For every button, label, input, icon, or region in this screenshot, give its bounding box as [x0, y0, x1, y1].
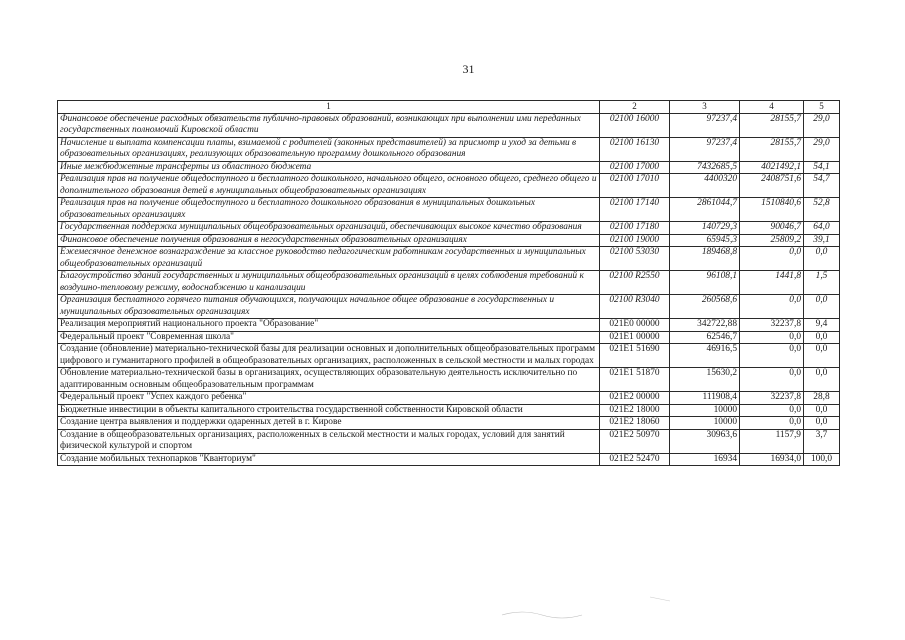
row-value-actual: 0,0 [740, 404, 804, 417]
header-col-3: 3 [670, 101, 740, 114]
table-row [58, 271, 840, 295]
scan-artifact-marks [500, 585, 720, 625]
header-col-1: 1 [58, 101, 600, 114]
row-code: 021E1 00000 [600, 331, 670, 344]
row-name: Создание в общеобразовательных организациях, расположенных в сельской местности и малых городах, условий для занятий физической культурой и спортом [58, 429, 600, 453]
row-percent: 100,0 [804, 453, 840, 466]
row-percent: 54,7 [804, 174, 840, 198]
row-name: Реализация мероприятий национального проекта "Образование" [58, 319, 600, 332]
row-name: Ежемесячное денежное вознаграждение за классное руководство педагогическим работникам государственных и муниципальных общеобразовательных организаций [58, 247, 600, 271]
row-code: 021E2 18000 [600, 404, 670, 417]
row-code: 021E0 00000 [600, 319, 670, 332]
row-value-plan: 15630,2 [670, 368, 740, 392]
row-name: Реализация прав на получение общедоступного и бесплатного дошкольного, начального общего, основного общего, среднего общего и дополнительного образования детей в муниципальных общеобразовательных организациях [58, 174, 600, 198]
table-row [58, 417, 840, 430]
row-code: 02100 17140 [600, 198, 670, 222]
table-row [58, 295, 840, 319]
row-percent: 39,1 [804, 234, 840, 247]
row-value-plan: 16934 [670, 453, 740, 466]
row-code: 021E1 51870 [600, 368, 670, 392]
table-row [58, 344, 840, 368]
row-value-actual: 28155,7 [740, 137, 804, 161]
row-code: 02100 R3040 [600, 295, 670, 319]
row-percent: 28,8 [804, 392, 840, 405]
row-value-plan: 10000 [670, 404, 740, 417]
row-value-plan: 260568,6 [670, 295, 740, 319]
row-percent: 1,5 [804, 271, 840, 295]
row-code: 02100 19000 [600, 234, 670, 247]
row-name: Начисление и выплата компенсации платы, взимаемой с родителей (законных представителей) за присмотр и уход за детьми в образовательных организациях, реализующих образовательную программу дошкольного образования [58, 137, 600, 161]
row-name: Обновление материально-технической базы в организациях, осуществляющих образовательную деятельность исключительно по адаптированным основным общеобразовательным программам [58, 368, 600, 392]
row-value-actual: 0,0 [740, 247, 804, 271]
row-value-actual: 4021492,1 [740, 161, 804, 174]
table-row [58, 368, 840, 392]
table-row [58, 429, 840, 453]
row-value-plan: 65945,3 [670, 234, 740, 247]
row-name: Бюджетные инвестиции в объекты капитального строительства государственной собственности Кировской области [58, 404, 600, 417]
row-value-actual: 0,0 [740, 417, 804, 430]
row-value-plan: 111908,4 [670, 392, 740, 405]
row-percent: 3,7 [804, 429, 840, 453]
table-row [58, 113, 840, 137]
row-value-plan: 189468,8 [670, 247, 740, 271]
row-code: 02100 16000 [600, 113, 670, 137]
row-name: Федеральный проект "Успех каждого ребенка" [58, 392, 600, 405]
row-code: 02100 16130 [600, 137, 670, 161]
row-name: Реализация прав на получение общедоступного и бесплатного дошкольного образования в муниципальных дошкольных образовательных организациях [58, 198, 600, 222]
row-value-actual: 25809,2 [740, 234, 804, 247]
row-percent: 0,0 [804, 247, 840, 271]
row-value-actual: 1441,8 [740, 271, 804, 295]
row-percent: 64,0 [804, 222, 840, 235]
row-code: 02100 R2550 [600, 271, 670, 295]
row-percent: 0,0 [804, 417, 840, 430]
row-value-plan: 62546,7 [670, 331, 740, 344]
table-row [58, 247, 840, 271]
row-value-actual: 0,0 [740, 368, 804, 392]
row-value-plan: 4400320 [670, 174, 740, 198]
header-col-4: 4 [740, 101, 804, 114]
row-code: 021E2 52470 [600, 453, 670, 466]
header-row [58, 101, 840, 114]
row-value-plan: 140729,3 [670, 222, 740, 235]
header-col-2: 2 [600, 101, 670, 114]
row-name: Создание (обновление) материально-технической базы для реализации основных и дополнительных общеобразовательных программ цифрового и гуманитарного профилей в общеобразовательных организациях, расположенных в сельской местности и малых городах [58, 344, 600, 368]
row-value-actual: 2408751,6 [740, 174, 804, 198]
table-body [58, 113, 840, 466]
row-code: 02100 17000 [600, 161, 670, 174]
row-value-plan: 97237,4 [670, 113, 740, 137]
row-value-actual: 0,0 [740, 295, 804, 319]
page-number: 31 [462, 62, 475, 76]
row-name: Федеральный проект "Современная школа" [58, 331, 600, 344]
row-code: 02100 53030 [600, 247, 670, 271]
row-value-actual: 0,0 [740, 331, 804, 344]
table-row [58, 161, 840, 174]
row-value-actual: 1157,9 [740, 429, 804, 453]
table-row [58, 222, 840, 235]
table-row [58, 319, 840, 332]
row-percent: 29,0 [804, 113, 840, 137]
row-value-plan: 96108,1 [670, 271, 740, 295]
table-row [58, 234, 840, 247]
table-row [58, 392, 840, 405]
row-value-actual: 16934,0 [740, 453, 804, 466]
row-code: 021E2 18060 [600, 417, 670, 430]
row-name: Иные межбюджетные трансферты из областного бюджета [58, 161, 600, 174]
row-name: Создание центра выявления и поддержки одаренных детей в г. Кирове [58, 417, 600, 430]
row-name: Финансовое обеспечение получения образования в негосударственных образовательных организациях [58, 234, 600, 247]
row-percent: 0,0 [804, 344, 840, 368]
row-value-plan: 30963,6 [670, 429, 740, 453]
row-percent: 52,8 [804, 198, 840, 222]
row-value-actual: 28155,7 [740, 113, 804, 137]
row-code: 021E2 50970 [600, 429, 670, 453]
row-code: 021E1 51690 [600, 344, 670, 368]
table-row [58, 174, 840, 198]
header-col-5: 5 [804, 101, 840, 114]
table-row [58, 137, 840, 161]
table-row [58, 198, 840, 222]
row-value-actual: 0,0 [740, 344, 804, 368]
row-value-plan: 7432685,5 [670, 161, 740, 174]
row-value-actual: 32237,8 [740, 319, 804, 332]
table-row [58, 453, 840, 466]
row-code: 02100 17010 [600, 174, 670, 198]
row-percent: 54,1 [804, 161, 840, 174]
table-row [58, 331, 840, 344]
row-percent: 0,0 [804, 331, 840, 344]
row-value-plan: 46916,5 [670, 344, 740, 368]
row-value-plan: 10000 [670, 417, 740, 430]
row-percent: 0,0 [804, 295, 840, 319]
row-name: Государственная поддержка муниципальных общеобразовательных организаций, обеспечивающих высокое качество образования [58, 222, 600, 235]
row-name: Организация бесплатного горячего питания обучающихся, получающих начальное общее образование в государственных и муниципальных образовательных организациях [58, 295, 600, 319]
row-code: 021E2 00000 [600, 392, 670, 405]
table-row [58, 404, 840, 417]
row-percent: 0,0 [804, 368, 840, 392]
row-percent: 29,0 [804, 137, 840, 161]
row-name: Финансовое обеспечение расходных обязательств публично-правовых образований, возникающих при выполнении ими переданных государственных полномочий Кировской области [58, 113, 600, 137]
row-value-plan: 342722,88 [670, 319, 740, 332]
row-value-plan: 97237,4 [670, 137, 740, 161]
row-value-actual: 1510840,6 [740, 198, 804, 222]
row-percent: 9,4 [804, 319, 840, 332]
row-name: Благоустройство зданий государственных и муниципальных общеобразовательных организаций в целях соблюдения требований к воздушно-тепловому режиму, водоснабжению и канализации [58, 271, 600, 295]
row-code: 02100 17180 [600, 222, 670, 235]
row-percent: 0,0 [804, 404, 840, 417]
row-value-actual: 32237,8 [740, 392, 804, 405]
budget-table [57, 100, 840, 466]
row-value-plan: 2861044,7 [670, 198, 740, 222]
row-name: Создание мобильных технопарков "Кванториум" [58, 453, 600, 466]
row-value-actual: 90046,7 [740, 222, 804, 235]
